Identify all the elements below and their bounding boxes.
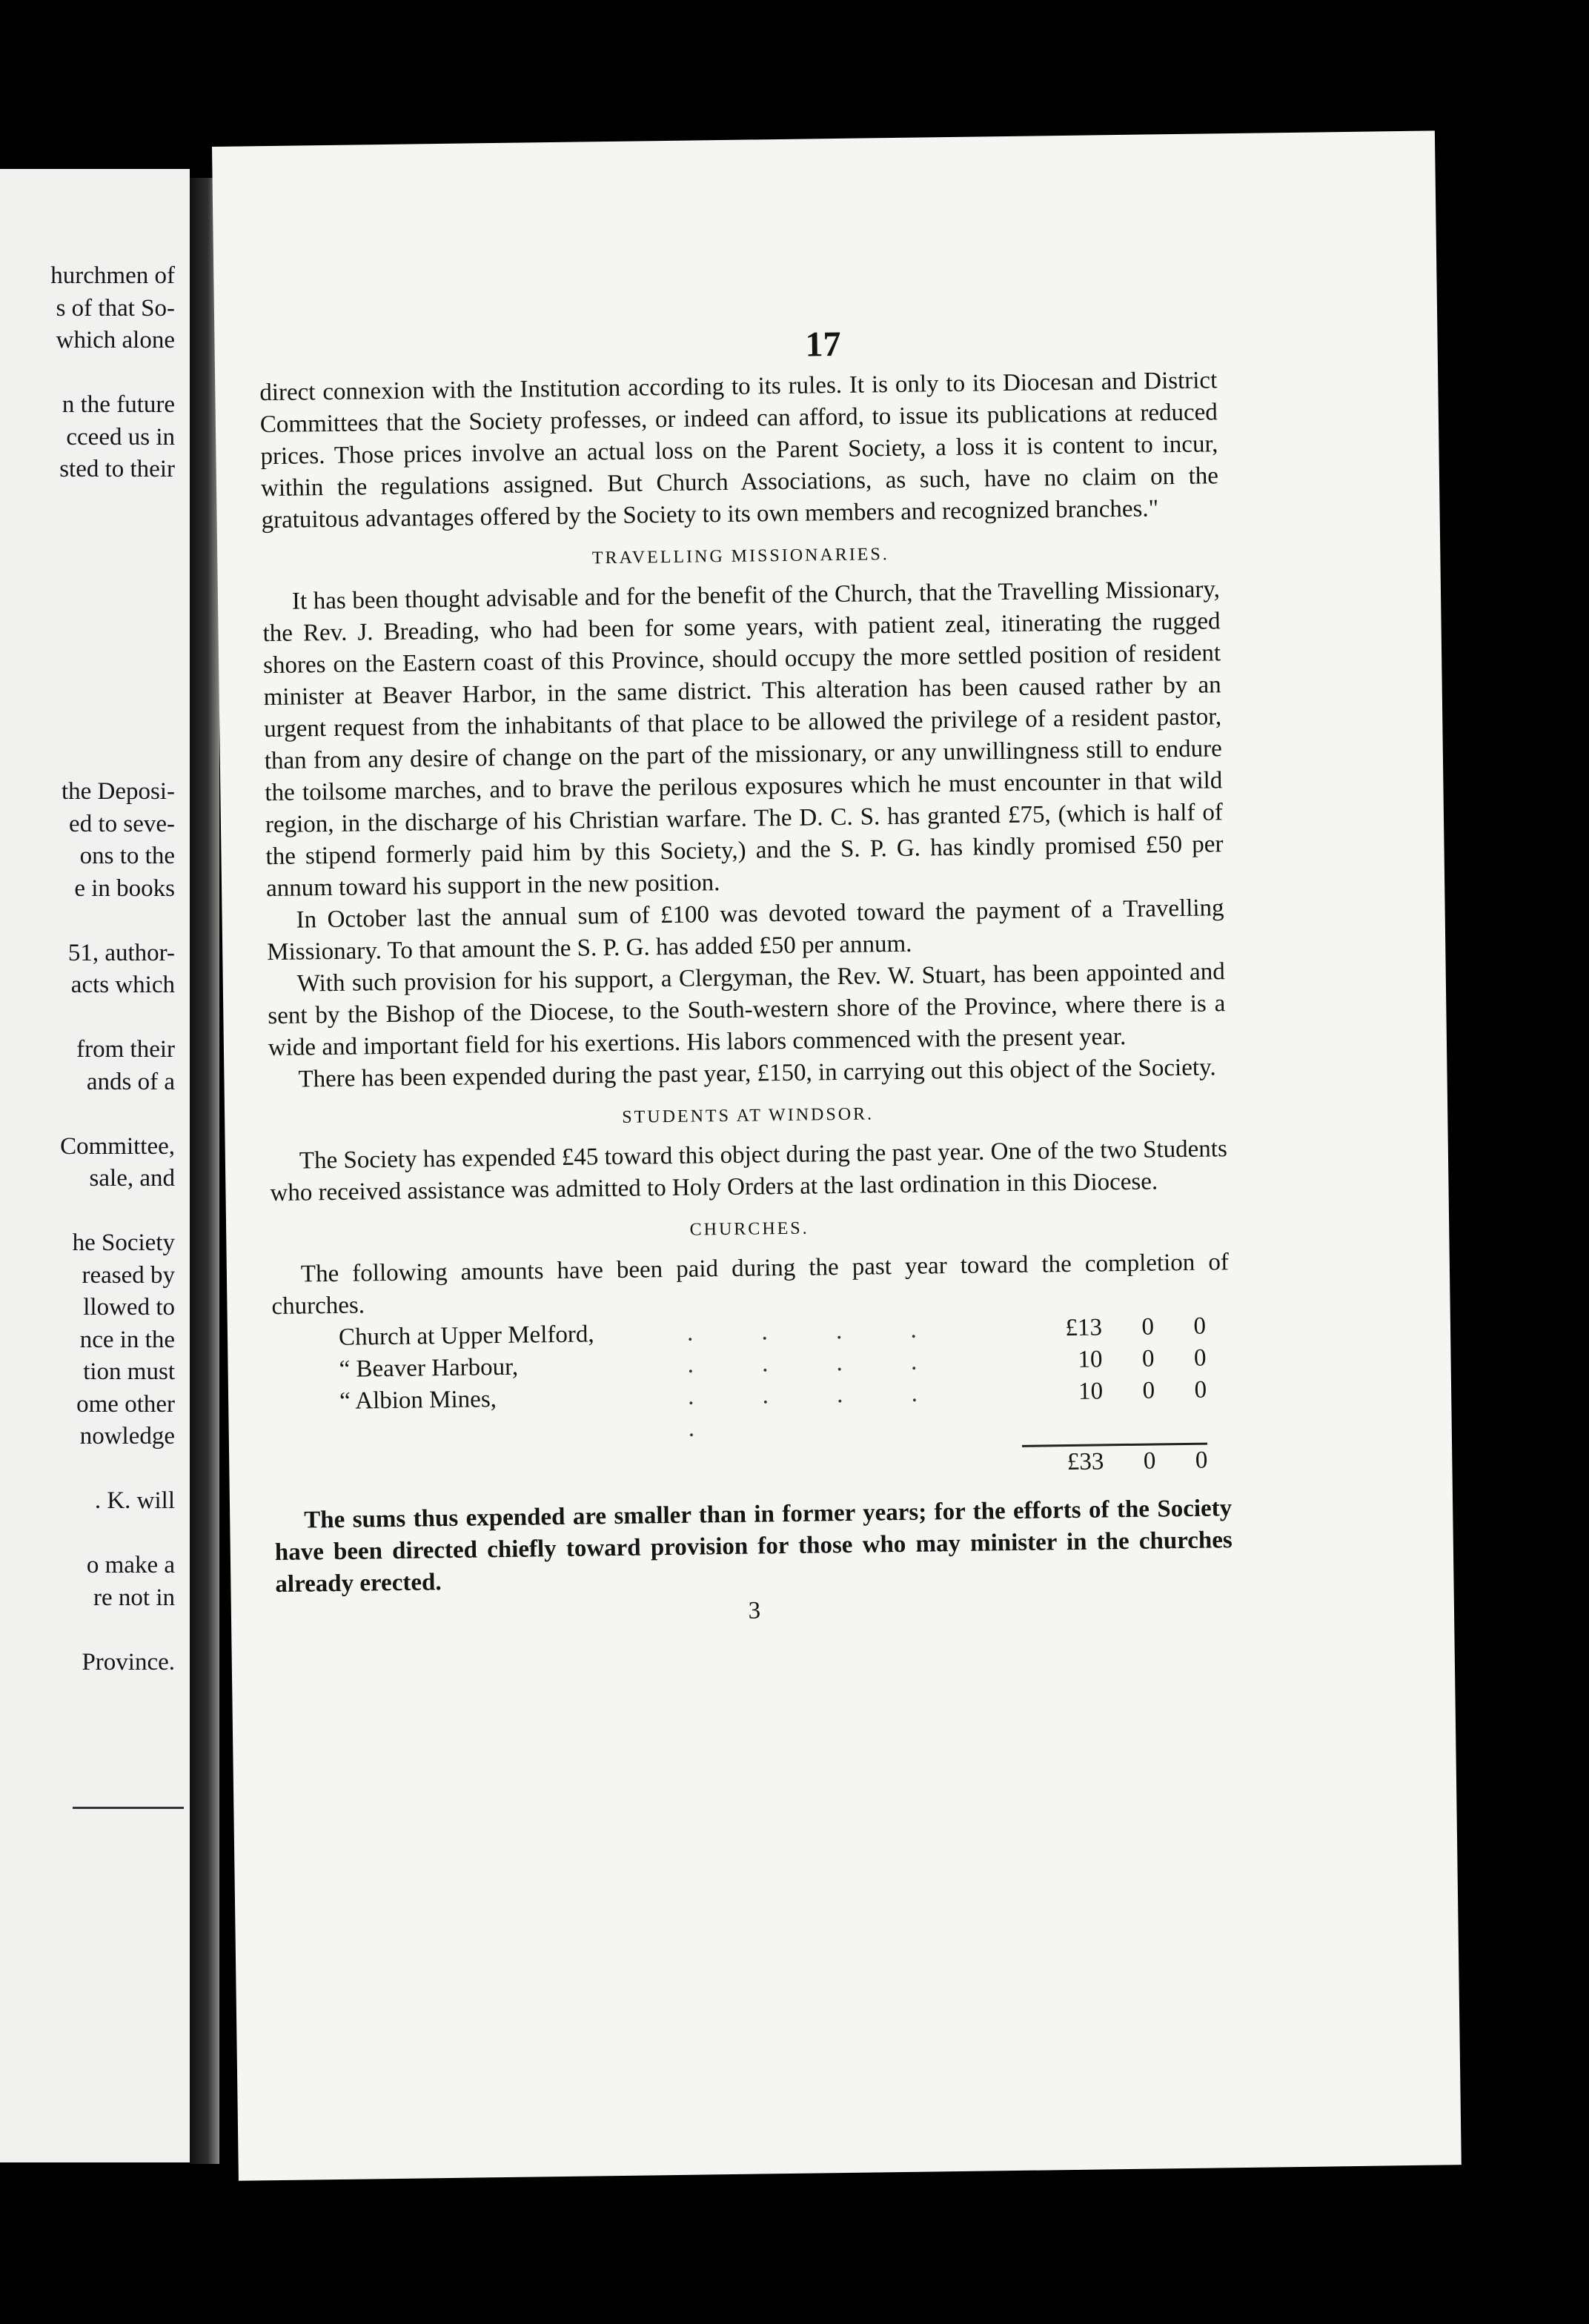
left-fragment-line: n the future: [62, 391, 175, 418]
row-label: “ Beaver Harbour,: [339, 1353, 519, 1383]
paragraph: In October last the annual sum of £100 was devoted toward the payment of a Travelling Missionary. To that amount the S. P. G. has added £50 per annum.: [267, 894, 1224, 966]
left-fragment-line: which alone: [56, 327, 175, 353]
left-fragment-line: llowed to: [83, 1294, 175, 1321]
pounds-value: 10: [1078, 1378, 1104, 1405]
intro-paragraph: direct connexion with the Institution according to its rules. It is only to its Diocesan and District Committees that the Society professes, or indeed can afford, to issue its publications at reduced prices. Those prices involve an actual loss on the Parent Society, a loss it is content to incur, within the regulations assigned. But Church Associations, as such, have no claim on the gratuitous advantages offered by the Society to its own members and recognized branches.": [259, 367, 1219, 534]
table-total-row: [273, 1443, 1207, 1489]
left-fragment-line: s of that So-: [56, 294, 175, 322]
pence-value: 0: [1193, 1312, 1207, 1340]
section-heading-churches: CHURCHES.: [689, 1218, 809, 1240]
pence-value: 0: [1194, 1376, 1207, 1404]
left-fragment-line: Committee,: [60, 1132, 175, 1160]
left-fragment-line: sted to their: [59, 456, 175, 482]
row-label: Church at Upper Melford,: [338, 1321, 594, 1351]
paragraph: There has been expended during the past year, £150, in carrying out this object of the Society.: [298, 1054, 1216, 1093]
page-body: [259, 365, 1233, 1631]
left-fragment-line: acts which: [70, 972, 175, 998]
left-fragment-line: nowledge: [79, 1423, 175, 1450]
shillings-value: 0: [1142, 1377, 1155, 1404]
left-fragment-rule: [73, 1807, 184, 1809]
left-fragment-line: ome other: [76, 1390, 175, 1418]
left-facing-page: [0, 169, 190, 2162]
left-fragment-line: ed to seve-: [69, 810, 175, 837]
total-shillings: 0: [1104, 1443, 1156, 1478]
paragraph: With such provision for his support, a Clergyman, the Rev. W. Stuart, has been appointed and sent by the Bishop of the Diocese, to the South-western shore of the Province, where there is a wide and important field for his exertions. His labors commenced with the present year.: [268, 958, 1226, 1062]
pounds-value: 10: [1078, 1346, 1103, 1373]
left-fragment-line: nce in the: [79, 1326, 175, 1353]
church-payments-table: [272, 1311, 1208, 1489]
total-pounds: £33: [1022, 1444, 1104, 1478]
left-fragment-line: re not in: [93, 1584, 175, 1611]
left-fragment-line: from their: [76, 1036, 175, 1063]
total-pence: 0: [1155, 1443, 1208, 1478]
shillings-value: 0: [1141, 1313, 1155, 1341]
row-label: “ Albion Mines,: [339, 1386, 497, 1415]
page-number: 17: [805, 324, 841, 365]
left-fragment-line: o make a: [86, 1552, 175, 1578]
paragraph: It has been thought advisable and for the benefit of the Church, that the Travelling Missionary, the Rev. J. Breading, who had been for some years, with patient zeal, itinerating the rugged shores on the Eastern coast of this Province, should occupy the more settled position of resident minister at Beaver Harbor, in the same district. This alteration has been caused rather by an urgent request from the inhabitants of that place to be allowed the privilege of a resident pastor, than from any desire of change on the part of the missionary, or any unwillingness still to endure the toilsome marches, and to brave the perilous exposures which he must encounter in that wild region, in the discharge of his Christian warfare. The D. C. S. has granted £75, (which is half of the stipend formerly paid him by this Society,) and the S. P. G. has kindly promised £50 per annum toward his support in the new position.: [262, 576, 1224, 903]
section-heading-travelling-missionaries: TRAVELLING MISSIONARIES.: [591, 545, 889, 568]
section-heading-students-at-windsor: STUDENTS AT WINDSOR.: [622, 1104, 875, 1127]
left-fragment-line: sale, and: [89, 1165, 175, 1192]
paragraph: The Society has expended £45 toward this object during the past year. One of the two Students who received assistance was admitted to Holy Orders at the last ordination in this Diocese.: [270, 1135, 1228, 1207]
book-page: [212, 130, 1462, 2180]
leader-dots: . . . .: [687, 1348, 949, 1378]
table-row: [273, 1375, 1207, 1450]
left-fragment-line: e in books: [74, 874, 175, 902]
leader-dots: . . . .: [686, 1316, 948, 1347]
shillings-value: 0: [1141, 1345, 1155, 1372]
left-fragment-line: ons to the: [79, 843, 175, 869]
book-gutter: [190, 178, 219, 2164]
left-fragment-line: tion must: [83, 1358, 175, 1385]
pounds-value: £13: [1065, 1314, 1103, 1342]
signature-mark: 3: [748, 1597, 761, 1624]
left-fragment-line: he Society: [72, 1229, 175, 1256]
churches-intro: The following amounts have been paid during the past year toward the completion of churches.: [271, 1249, 1230, 1321]
pence-value: 0: [1193, 1344, 1207, 1372]
left-fragment-line: ands of a: [86, 1068, 175, 1095]
leader-dots: . . . . .: [687, 1380, 949, 1442]
left-fragment-line: hurchmen of: [50, 262, 175, 289]
left-fragment-line: cceed us in: [66, 423, 175, 451]
left-fragment-line: Province.: [82, 1648, 175, 1676]
left-fragment-line: the Deposi-: [61, 778, 175, 805]
closing-paragraph: The sums thus expended are smaller than in former years; for the efforts of the Society have been directed chiefly toward provision for those who may minister in the churches already erected.: [274, 1495, 1233, 1598]
left-fragment-line: 51, author-: [67, 939, 175, 966]
left-fragment-line: reased by: [82, 1261, 175, 1289]
left-fragment-line: . K. will: [94, 1487, 175, 1514]
